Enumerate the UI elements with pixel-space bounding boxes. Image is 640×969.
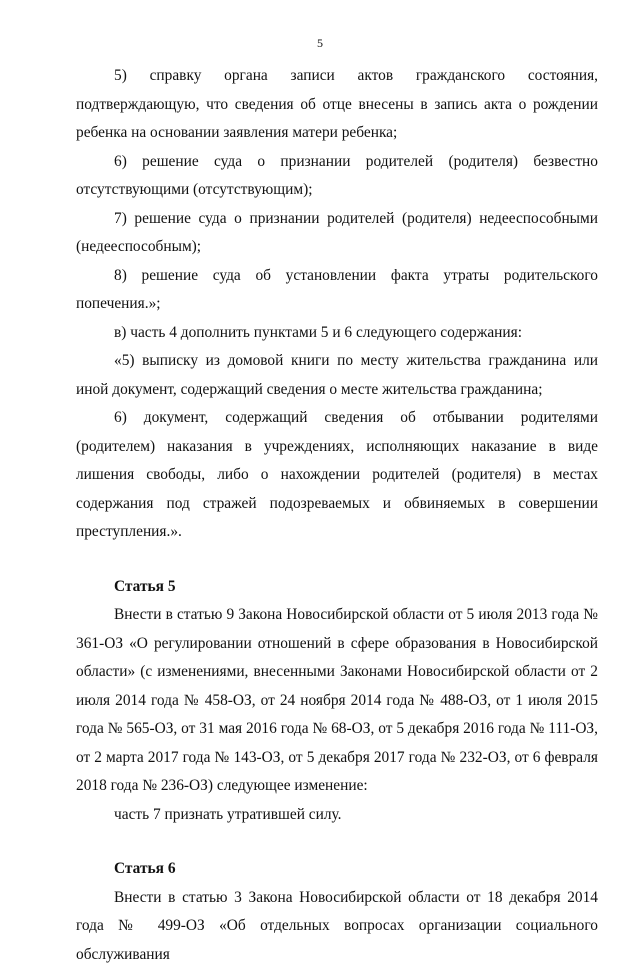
paragraph-item-7-incapable: 7) решение суда о признании родителей (родителя) недееспособными (недееспособным); bbox=[76, 205, 598, 262]
paragraph-new-item-5: «5) выписку из домовой книги по месту жительства гражданина или иной документ, содержащий сведения о месте жительства гражданина; bbox=[76, 347, 598, 404]
article-5-heading: Статья 5 bbox=[76, 573, 598, 602]
paragraph-item-8-care-loss: 8) решение суда об установлении факта утраты родительского попечения.»; bbox=[76, 262, 598, 319]
article-5-paragraph: Внести в статью 9 Закона Новосибирской области от 5 июля 2013 года № 361-ОЗ «О регулировании отношений в сфере образования в Новосибирской области» (с изменениями, внесенными Законами Новосибирской области от 2 июля 2014 года № 458-ОЗ, от 24 ноября 2014 года № 488-ОЗ, от 1 июля 2015 года № 565-ОЗ, от 31 мая 2016 года № 68-ОЗ, от 5 декабря 2016 года № 111-ОЗ, от 2 марта 2017 года № 143-ОЗ, от 5 декабря 2017 года № 232-ОЗ, от 6 февраля 2018 года № 236-ОЗ) следующее изменение: bbox=[76, 601, 598, 801]
paragraph-part-4-amendment: в) часть 4 дополнить пунктами 5 и 6 следующего содержания: bbox=[76, 319, 598, 348]
paragraph-new-item-6: 6) документ, содержащий сведения об отбывании родителями (родителем) наказания в учреждениях, исполняющих наказание в виде лишения свободы, либо о нахождении родителей (родителя) в местах содержания под стражей подозреваемых и обвиняемых в совершении преступления.». bbox=[76, 404, 598, 547]
paragraph-item-6-missing: 6) решение суда о признании родителей (родителя) безвестно отсутствующими (отсутствующим); bbox=[76, 148, 598, 205]
document-body bbox=[76, 62, 598, 969]
article-5-change: часть 7 признать утратившей силу. bbox=[76, 801, 598, 830]
page-number: 5 bbox=[0, 36, 640, 51]
article-6-paragraph: Внести в статью 3 Закона Новосибирской области от 18 декабря 2014 года № 499-ОЗ «Об отдельных вопросах организации социального обслуживания bbox=[76, 884, 598, 969]
paragraph-item-5-certificate: 5) справку органа записи актов гражданского состояния, подтверждающую, что сведения об отце внесены в запись акта о рождении ребенка на основании заявления матери ребенка; bbox=[76, 62, 598, 148]
article-6-heading: Статья 6 bbox=[76, 855, 598, 884]
